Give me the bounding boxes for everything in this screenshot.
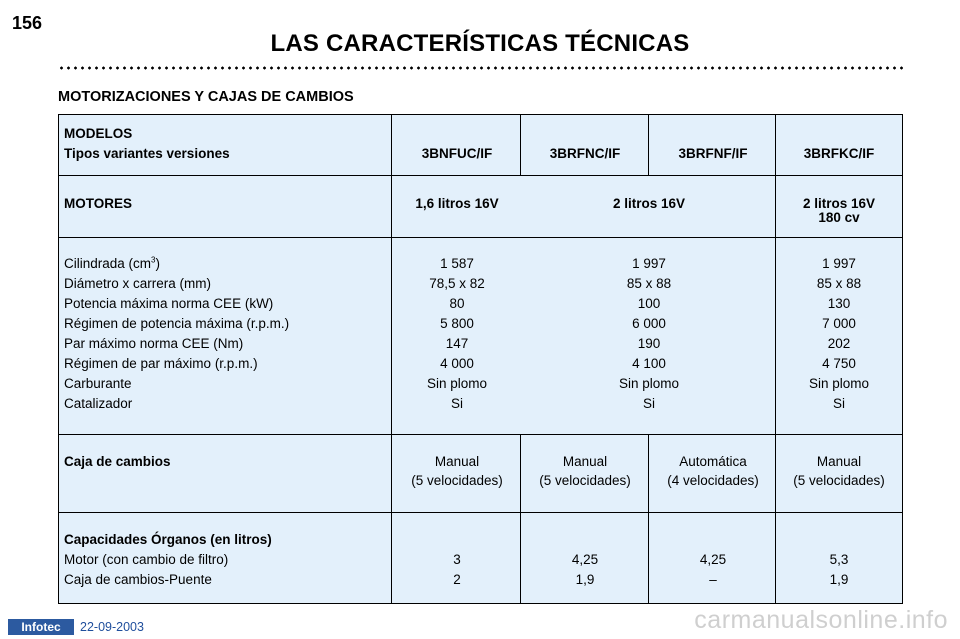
capacities-label: Capacidades Órganos (en litros) <box>64 532 272 547</box>
capacity-value: 2 <box>453 572 461 587</box>
engine-name: 1,6 litros 16V <box>415 196 499 211</box>
spec-value: 85 x 88 <box>816 276 862 291</box>
spec-value: 6 000 <box>632 316 666 331</box>
spec-value: 190 <box>637 336 661 351</box>
capacity-value: 1,9 <box>575 572 595 587</box>
spec-value: 100 <box>637 296 661 311</box>
gearbox-type: Manual <box>434 454 480 469</box>
gearbox-label: Caja de cambios <box>64 454 171 469</box>
gearbox-speeds: (5 velocidades) <box>793 473 885 488</box>
dotted-divider <box>58 66 903 70</box>
spec-value: Sin plomo <box>426 376 488 391</box>
engine-name: 2 litros 16V <box>802 196 876 211</box>
spec-label: Catalizador <box>64 396 133 411</box>
capacity-value: 3 <box>453 552 461 567</box>
gearbox-type: Automática <box>679 454 747 469</box>
model-code: 3BRFNF/IF <box>678 146 748 161</box>
spec-value: 7 000 <box>822 316 856 331</box>
infotec-logo: Infotec <box>8 619 74 635</box>
spec-label: Potencia máxima norma CEE (kW) <box>64 296 274 311</box>
column-divider <box>648 434 649 603</box>
spec-label: Régimen de par máximo (r.p.m.) <box>64 356 258 371</box>
spec-value: 202 <box>827 336 851 351</box>
column-divider <box>391 115 392 603</box>
motores-label: MOTORES <box>64 196 133 211</box>
spec-value: Sin plomo <box>618 376 680 391</box>
model-code: 3BRFNC/IF <box>549 146 621 161</box>
spec-value: 78,5 x 82 <box>429 276 485 291</box>
spec-value: 147 <box>445 336 469 351</box>
spec-value: 85 x 88 <box>626 276 672 291</box>
spec-value: Sin plomo <box>808 376 870 391</box>
watermark: carmanualsonline.info <box>694 606 948 634</box>
spec-value: 4 750 <box>822 356 856 371</box>
spec-value: Si <box>450 396 464 411</box>
gearbox-speeds: (4 velocidades) <box>667 473 759 488</box>
spec-label: Cilindrada $(cm^3)$ <box>64 255 160 271</box>
page-title: LAS CARACTERÍSTICAS TÉCNICAS <box>270 30 690 57</box>
header-label-variants: Tipos variantes versiones <box>64 146 230 161</box>
model-code: 3BNFUC/IF <box>421 146 493 161</box>
engine-name: 2 litros 16V <box>612 196 686 211</box>
footer-date: 22-09-2003 <box>80 620 144 634</box>
spec-value: 5 800 <box>440 316 474 331</box>
gearbox-type: Manual <box>562 454 608 469</box>
spec-value: 4 000 <box>440 356 474 371</box>
specs-table <box>58 114 903 604</box>
spec-label: Diámetro x carrera (mm) <box>64 276 212 291</box>
section-subtitle: MOTORIZACIONES Y CAJAS DE CAMBIOS <box>58 89 354 105</box>
column-divider <box>520 434 521 603</box>
header-label-models: MODELOS <box>64 126 133 141</box>
model-code: 3BRFKC/IF <box>803 146 875 161</box>
spec-label: Par máximo norma CEE (Nm) <box>64 336 244 351</box>
capacity-value: – <box>709 572 717 587</box>
spec-value: 1 997 <box>822 256 856 271</box>
spec-value: Si <box>642 396 656 411</box>
spec-value: Si <box>832 396 846 411</box>
capacity-value: 4,25 <box>699 552 727 567</box>
spec-value: 1 997 <box>632 256 666 271</box>
spec-label: Régimen de potencia máxima (r.p.m.) <box>64 316 290 331</box>
capacity-value: 5,3 <box>829 552 849 567</box>
capacity-label: Caja de cambios-Puente <box>64 572 212 587</box>
capacity-value: 1,9 <box>829 572 849 587</box>
engine-power: 180 cv <box>818 210 860 225</box>
gearbox-speeds: (5 velocidades) <box>539 473 631 488</box>
spec-value: 130 <box>827 296 851 311</box>
spec-value: 1 587 <box>440 256 474 271</box>
gearbox-type: Manual <box>816 454 862 469</box>
spec-value: 4 100 <box>632 356 666 371</box>
gearbox-speeds: (5 velocidades) <box>411 473 503 488</box>
spec-value: 80 <box>449 296 465 311</box>
column-divider <box>775 115 776 603</box>
spec-label: Carburante <box>64 376 132 391</box>
page-number: 156 <box>12 13 43 33</box>
capacity-value: 4,25 <box>571 552 599 567</box>
capacity-label: Motor (con cambio de filtro) <box>64 552 229 567</box>
column-divider <box>648 115 649 175</box>
column-divider <box>520 115 521 175</box>
